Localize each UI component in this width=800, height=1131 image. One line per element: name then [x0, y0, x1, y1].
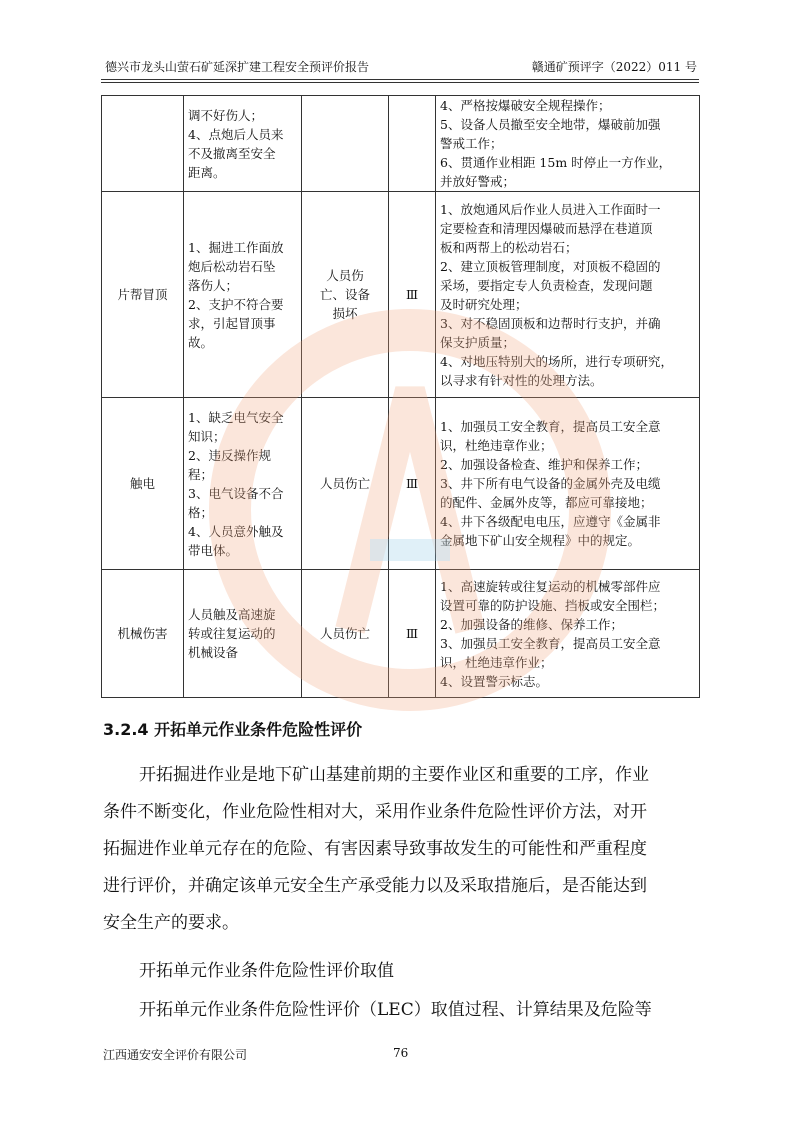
paragraph-line: 开拓单元作业条件危险性评价取值 [139, 961, 394, 981]
hazard-level-cell: Ⅲ [389, 398, 436, 570]
hazard-name-cell: 片帮冒顶 [102, 192, 184, 398]
header-divider-double [101, 82, 699, 83]
section-title: 3.2.4 开拓单元作业条件危险性评价 [103, 720, 363, 739]
hazard-measures-cell [436, 96, 700, 192]
hazard-consequence-cell [302, 398, 389, 570]
cell-line: 求，引起冒顶事 [188, 315, 276, 331]
cell-line: 并放好警戒； [440, 174, 516, 189]
cell-line: 采场，要指定专人负责检查，发现问题 [440, 277, 653, 293]
hazard-level-cell: Ⅲ [389, 192, 436, 398]
cell-line: 人员触及高速旋 [188, 607, 276, 622]
hazard-consequence-cell [302, 96, 389, 192]
header-report-title: 德兴市龙头山萤石矿延深扩建工程安全预评价报告 [105, 60, 370, 74]
cell-line: 转或往复运动的 [188, 626, 276, 641]
cell-line: 4、严格按爆破安全规程操作； [440, 98, 611, 113]
hazard-name-cell [102, 96, 184, 192]
cell-line: 识，杜绝违章作业； [440, 438, 553, 453]
hazard-cause-cell [184, 96, 302, 192]
hazard-cause-cell [184, 398, 302, 570]
table-row [102, 398, 700, 570]
cell-line: 带电体。 [188, 542, 239, 558]
cell-line: 板和两帮上的松动岩石； [440, 239, 578, 255]
cell-line: 3、对不稳固顶板和边帮时行支护，并确 [440, 315, 661, 331]
cell-line: 距离。 [188, 164, 226, 180]
hazard-consequence-cell [302, 192, 389, 398]
hazard-measures-cell [436, 192, 700, 398]
cell-line: 知识； [188, 428, 226, 444]
header-divider [101, 79, 699, 80]
cell-line: 保支护质量； [440, 334, 516, 350]
page-number: 76 [393, 1046, 409, 1060]
cell-line: 4、设置警示标志。 [440, 673, 548, 689]
cell-line: 3、加强员工安全教育，提高员工安全意 [440, 635, 661, 651]
cell-line: 及时研究处理； [440, 296, 528, 312]
hazard-name-cell: 机械伤害 [102, 570, 184, 698]
cell-line: 3、电气设备不合 [188, 485, 284, 501]
cell-line: 6、贯通作业相距 15m 时停止一方作业， [440, 155, 672, 170]
cell-line: 落伤人； [188, 277, 239, 293]
hazard-table [101, 95, 700, 698]
paragraph-line: 拓掘进作业单元存在的危险、有害因素导致事故发生的可能性和严重程度 [103, 839, 647, 859]
footer-company: 江西通安安全评价有限公司 [103, 1048, 248, 1062]
cell-line: 人员伤亡 [319, 476, 370, 491]
cell-line: 以寻求有针对性的处理方法。 [440, 372, 603, 388]
table-row [102, 96, 700, 192]
cell-line: 1、加强员工安全教育，提高员工安全意 [440, 419, 661, 434]
paragraph-intro [103, 757, 701, 942]
paragraph-line: 开拓掘进作业是地下矿山基建前期的主要作业区和重要的工序，作业 [139, 765, 649, 785]
hazard-cause-cell [184, 192, 302, 398]
cell-line: 5、设备人员撤至安全地带，爆破前加强 [440, 117, 661, 132]
cell-line: 故。 [188, 334, 214, 350]
paragraph-line: 条件不断变化，作业危险性相对大，采用作业条件危险性评价方法，对开 [103, 802, 647, 822]
cell-line: 人员伤 [326, 268, 364, 283]
hazard-level-cell [389, 96, 436, 192]
cell-line: 4、对地压特别大的场所，进行专项研究， [440, 353, 673, 369]
hazard-name-cell: 触电 [102, 398, 184, 570]
cell-line: 设置可靠的防护设施、挡板或安全围栏； [440, 597, 666, 613]
hazard-consequence-cell [302, 570, 389, 698]
cell-line: 2、违反操作规 [188, 447, 271, 463]
cell-line: 人员伤亡 [319, 626, 370, 641]
paragraph-subheading [103, 953, 701, 990]
cell-line: 金属地下矿山安全规程》中的规定。 [440, 533, 641, 548]
cell-line: 格； [188, 504, 214, 520]
cell-line: 4、点炮后人员来 [188, 126, 284, 142]
paragraph-lec [103, 992, 701, 1029]
cell-line: 定要检查和清理因爆破而悬浮在巷道顶 [440, 220, 653, 236]
cell-line: 4、井下各级配电电压，应遵守《金属非 [440, 514, 661, 529]
cell-line: 2、加强设备检查、维护和保养工作； [440, 457, 648, 472]
cell-line: 3、井下所有电气设备的金属外壳及电缆 [440, 476, 661, 491]
paragraph-line: 开拓单元作业条件危险性评价（LEC）取值过程、计算结果及危险等 [139, 1000, 652, 1020]
cell-line: 1、高速旋转或往复运动的机械零部件应 [440, 578, 661, 594]
header-report-number: 赣通矿预评字（2022）011 号 [531, 60, 697, 74]
cell-line: 2、加强设备的维修、保养工作； [440, 616, 623, 632]
cell-line: 1、缺乏电气安全 [188, 409, 284, 425]
hazard-measures-cell [436, 398, 700, 570]
cell-line: 的配件、金属外皮等，都应可靠接地； [440, 495, 653, 510]
cell-line: 识，杜绝违章作业； [440, 654, 553, 670]
cell-line: 1、掘进工作面放 [188, 239, 284, 255]
paragraph-line: 进行评价，并确定该单元安全生产承受能力以及采取措施后，是否能达到 [103, 876, 647, 896]
hazard-measures-cell [436, 570, 700, 698]
paragraph-line: 安全生产的要求。 [103, 913, 239, 933]
cell-line: 亡、设备 [319, 287, 370, 302]
cell-line: 2、支护不符合要 [188, 296, 284, 312]
cell-line: 2、建立顶板管理制度，对顶板不稳固的 [440, 258, 661, 274]
cell-line: 警戒工作； [440, 136, 503, 151]
cell-line: 4、人员意外触及 [188, 523, 284, 539]
cell-line: 调不好伤人； [188, 107, 264, 123]
cell-line: 不及撤离至安全 [188, 145, 276, 161]
table-row [102, 570, 700, 698]
hazard-level-cell: Ⅲ [389, 570, 436, 698]
cell-line: 炮后松动岩石坠 [188, 258, 276, 274]
cell-line: 损坏 [332, 306, 358, 321]
hazard-cause-cell [184, 570, 302, 698]
cell-line: 程； [188, 466, 214, 482]
cell-line: 1、放炮通风后作业人员进入工作面时一 [440, 201, 661, 217]
cell-line: 机械设备 [188, 645, 239, 660]
table-row [102, 192, 700, 398]
